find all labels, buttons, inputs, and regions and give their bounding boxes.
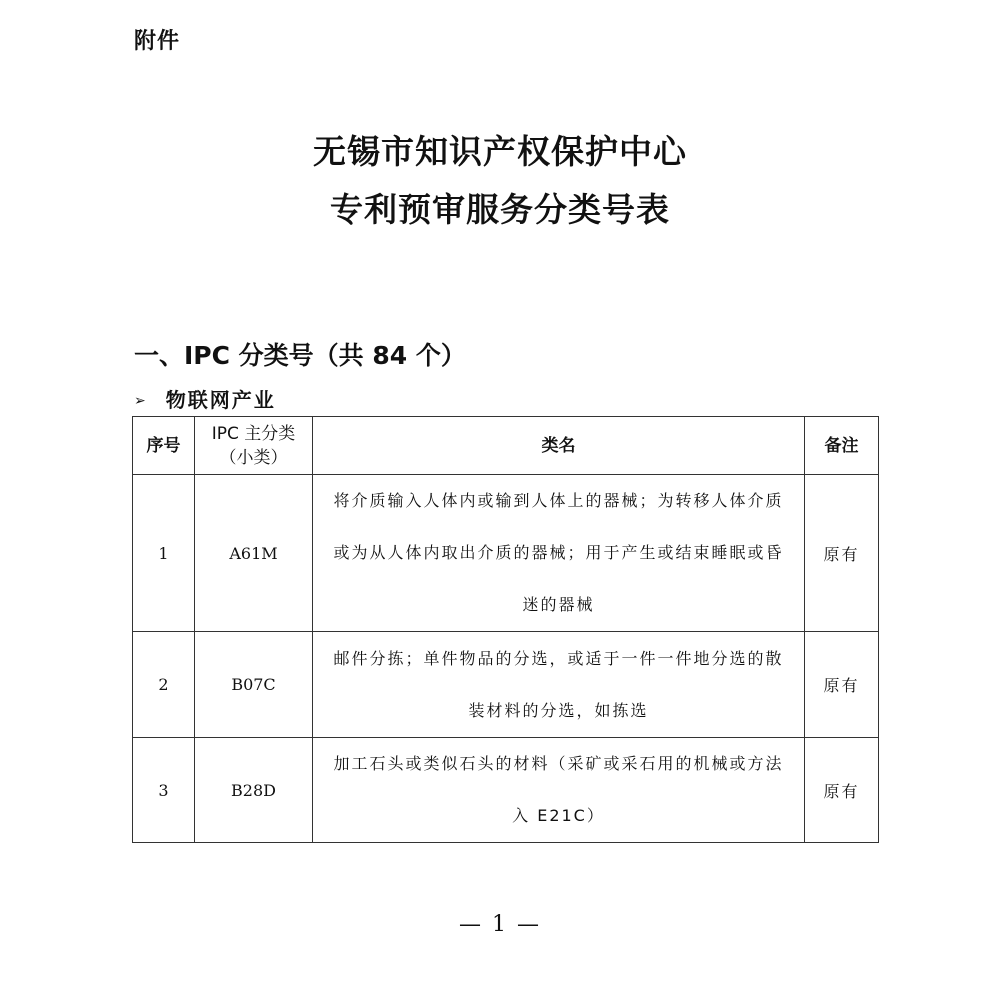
subsection-label: 物联网产业 xyxy=(165,388,276,412)
header-class-name: 类名 xyxy=(313,417,805,475)
header-ipc-class xyxy=(195,417,313,475)
document-title-line1: 无锡市知识产权保护中心 xyxy=(313,132,687,171)
attachment-label: 附件 xyxy=(134,29,181,54)
row-note: 原有 xyxy=(805,632,879,738)
row-class-name: 邮件分拣；单件物品的分选，或适于一件一件地分选的散装材料的分选，如拣选 xyxy=(313,632,805,738)
row-class-name: 将介质输入人体内或输到人体上的器械；为转移人体介质或为从人体内取出介质的器械；用于产生或结束睡眠或昏迷的器械 xyxy=(313,475,805,632)
subsection-heading xyxy=(134,384,276,413)
header-ipc-line1: IPC 主分类 xyxy=(211,423,296,444)
page-number: — 1 — xyxy=(459,912,541,937)
row-ipc-code: B07C xyxy=(195,632,313,738)
row-note: 原有 xyxy=(805,738,879,843)
row-index: 1 xyxy=(133,475,195,632)
table-row xyxy=(133,738,879,843)
row-index: 3 xyxy=(133,738,195,843)
arrow-bullet-icon: ➢ xyxy=(134,393,148,409)
row-class-name: 加工石头或类似石头的材料（采矿或采石用的机械或方法入 E21C） xyxy=(313,738,805,843)
header-index: 序号 xyxy=(133,417,195,475)
section-heading: 一、IPC 分类号（共 84 个） xyxy=(134,341,466,370)
row-ipc-code: A61M xyxy=(195,475,313,632)
table-row xyxy=(133,632,879,738)
table-row xyxy=(133,475,879,632)
document-title-line2: 专利预审服务分类号表 xyxy=(330,190,670,229)
row-index: 2 xyxy=(133,632,195,738)
table-header-row xyxy=(133,417,879,475)
row-note: 原有 xyxy=(805,475,879,632)
header-note: 备注 xyxy=(805,417,879,475)
ipc-classification-table xyxy=(132,416,879,843)
row-ipc-code: B28D xyxy=(195,738,313,843)
header-ipc-line2: （小类） xyxy=(219,447,288,468)
